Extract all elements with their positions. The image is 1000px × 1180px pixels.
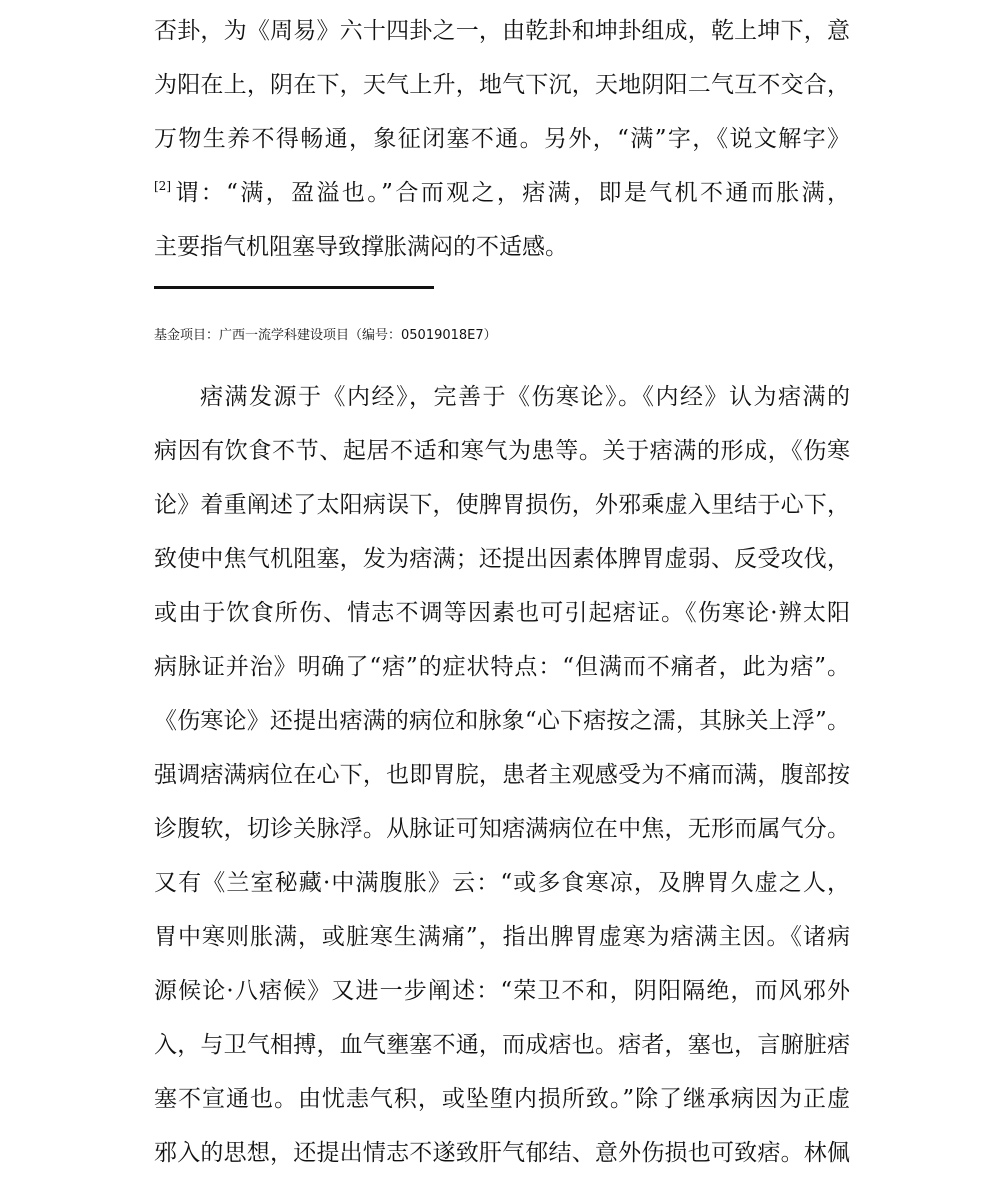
text-line: 强调痞满病位在心下，也即胃脘，患者主观感受为不痛而满，腹部按 — [154, 762, 850, 788]
text-line: 邪入的思想，还提出情志不遂致肝气郁结、意外伤损也可致痞。林佩 — [154, 1140, 850, 1166]
citation-superscript: [2] — [154, 179, 171, 193]
text-line: 塞不宣通也。由忧恚气积，或坠堕内损所致。”除了继承病因为正虚 — [154, 1086, 850, 1112]
text-line: 万物生养不得畅通，象征闭塞不通。另外，“满”字，《说文解字》 — [154, 126, 850, 152]
text-line: 诊腹软，切诊关脉浮。从脉证可知痞满病位在中焦，无形而属气分。 — [154, 816, 850, 842]
text-line: 入，与卫气相搏，血气壅塞不通，而成痞也。痞者，塞也，言腑脏痞 — [154, 1032, 850, 1058]
text-line: 胃中寒则胀满，或脏寒生满痛”，指出脾胃虚寒为痞满主因。《诸病 — [154, 924, 850, 950]
text-line-content: 谓：“满，盈溢也。”合而观之，痞满，即是气机不通而胀满， — [173, 180, 850, 206]
text-line: 或由于饮食所伤、情志不调等因素也可引起痞证。《伤寒论·辨太阳 — [154, 600, 850, 626]
footnote-separator — [154, 286, 434, 289]
text-line: 又有《兰室秘藏·中满腹胀》云：“或多食寒凉，及脾胃久虚之人， — [154, 870, 850, 896]
footnote-funding: 基金项目：广西一流学科建设项目（编号：05019018E7） — [154, 328, 497, 343]
text-line: 源候论·八痞候》又进一步阐述：“荣卫不和，阴阳隔绝，而风邪外 — [154, 978, 850, 1004]
text-line: 致使中焦气机阻塞，发为痞满；还提出因素体脾胃虚弱、反受攻伐， — [154, 546, 850, 572]
text-line: 病因有饮食不节、起居不适和寒气为患等。关于痞满的形成，《伤寒 — [154, 438, 850, 464]
text-line: 否卦，为《周易》六十四卦之一，由乾卦和坤卦组成，乾上坤下，意 — [154, 18, 850, 44]
text-line-with-citation — [154, 166, 850, 220]
text-line: 为阳在上，阴在下，天气上升，地气下沉，天地阴阳二气互不交合， — [154, 72, 850, 98]
text-line: 病脉证并治》明确了“痞”的症状特点：“但满而不痛者，此为痞”。 — [154, 654, 850, 680]
text-line: 《伤寒论》还提出痞满的病位和脉象“心下痞按之濡，其脉关上浮”。 — [154, 708, 850, 734]
text-line: 论》着重阐述了太阳病误下，使脾胃损伤，外邪乘虚入里结于心下， — [154, 492, 850, 518]
text-line: 主要指气机阻塞导致撑胀满闷的不适感。 — [154, 234, 568, 260]
text-line: 痞满发源于《内经》，完善于《伤寒论》。《内经》认为痞满的 — [200, 384, 850, 410]
